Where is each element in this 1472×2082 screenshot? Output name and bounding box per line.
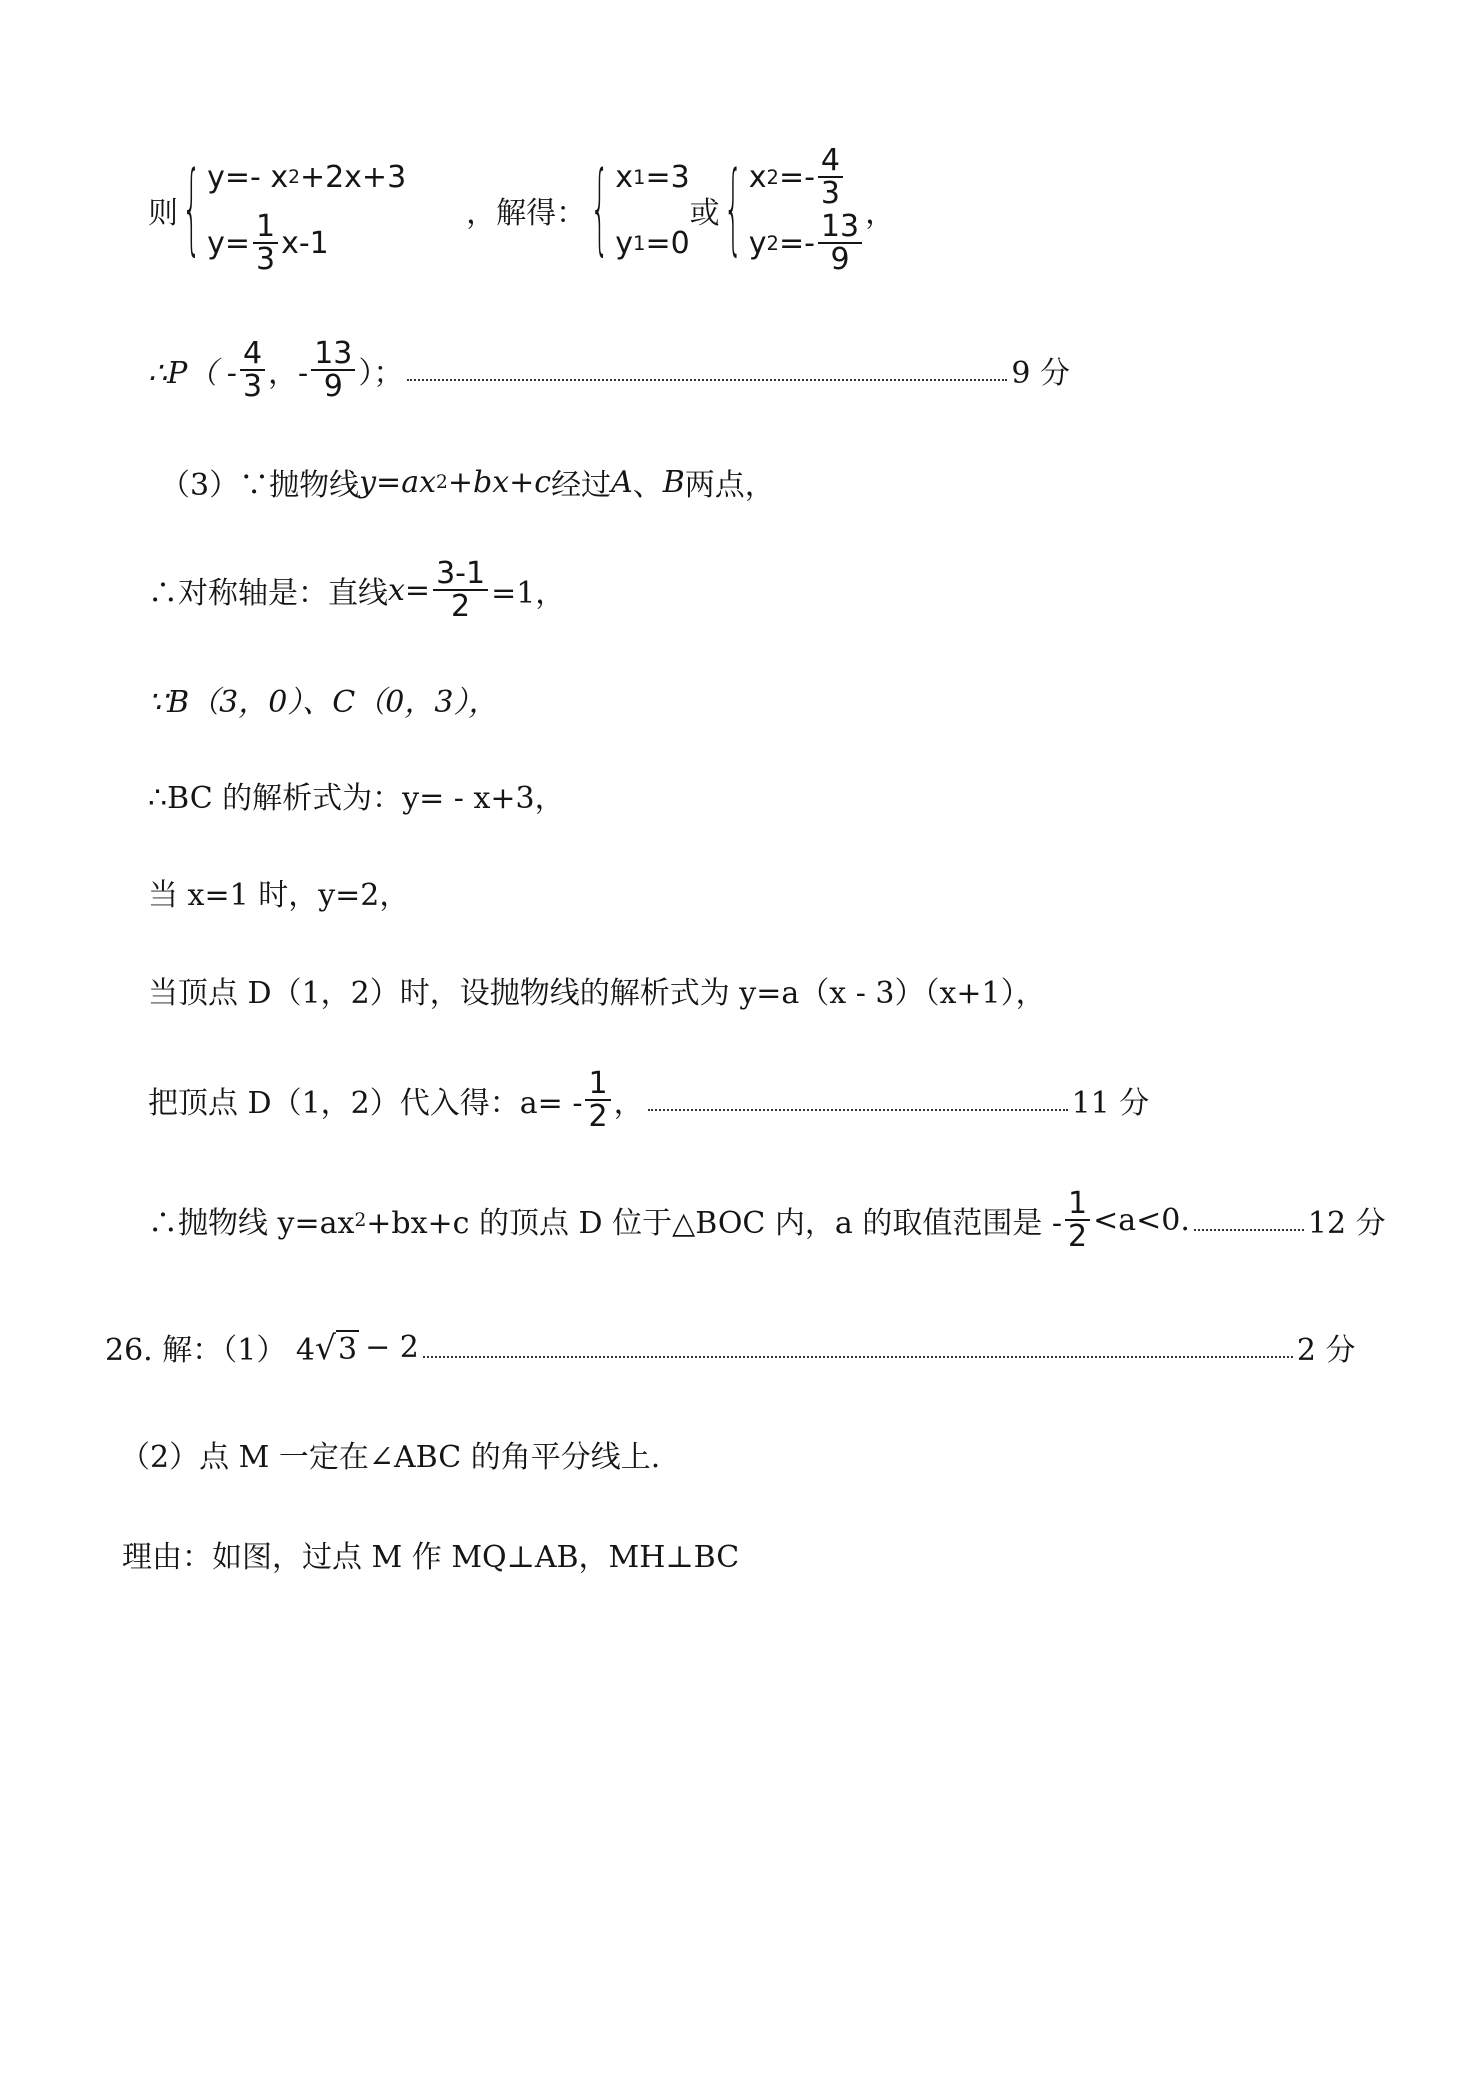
when-x-line: 当 x=1 时，y=2， <box>148 878 410 913</box>
dot-leader <box>423 1356 1293 1358</box>
system-equations <box>207 151 407 277</box>
ze-label: 则 <box>148 196 178 231</box>
solution-2: x 2 =- $\frac{4}{3}$ y 2 =- $\frac{13}{9}$ <box>749 151 865 269</box>
sqrt-symbol: √ 3 <box>314 1327 358 1367</box>
left-brace: { <box>182 152 202 268</box>
equation-system: 则 { y=- x 2 +2x+3 y= $\frac{1}{3}$ x-1 ，解得： { x 1 =3 y 1 =0 或 { x 2 =- $\frac{4}{3}$ y 2 =- $\frac{13}{9}$ ， <box>148 142 896 277</box>
substitute-line: 把顶点 D（1，2）代入得：a= - $\frac{1}{2}$ ， 11 分 <box>148 1065 1150 1134</box>
dot-leader <box>648 1109 1068 1111</box>
fraction-one-third: $\frac{1}{3}$ <box>253 211 278 276</box>
score-label: 12 分 <box>1307 1206 1386 1241</box>
solution-1: x 1 =3 y 1 =0 <box>615 159 690 261</box>
score-label: 2 分 <box>1296 1333 1356 1368</box>
solution-brace-2: { <box>723 152 743 268</box>
jiede-label: ，解得： <box>466 196 587 231</box>
huo-label: 或 <box>689 196 720 231</box>
dot-leader <box>407 379 1007 381</box>
equation-2: y= $\frac{1}{3}$ x-1 <box>207 208 329 277</box>
reason-line: 理由：如图，过点 M 作 MQ⊥AB，MH⊥BC <box>122 1540 740 1575</box>
vertex-line: 当顶点 D（1，2）时，设抛物线的解析式为 y=a（x - 3）（x+1）， <box>148 976 1046 1011</box>
range-line: ∴抛物线 y=ax 2 +bx+c 的顶点 D 位于△BOC 内，a 的取值范围是 - $\frac{1}{2}$ <a<0. 12 分 <box>148 1185 1386 1254</box>
p-coordinate-line: ∴P（ - $\frac{4}{3}$ ，- $\frac{13}{9}$ ）； 9 分 <box>148 335 1070 404</box>
dot-leader <box>1194 1229 1304 1231</box>
solution-brace-1: { <box>590 152 610 268</box>
symmetry-axis-line: ∴对称轴是：直线 x = $\frac{3-1}{2}$ =1， <box>148 555 566 624</box>
q26-part2: （2）点 M 一定在∠ABC 的角平分线上. <box>120 1440 661 1475</box>
bc-expression-line: ∴BC 的解析式为：y= - x+3， <box>148 781 565 816</box>
q26-part1: 26. 解：（1） 4 √ 3 − 2 2 分 <box>105 1322 1355 1372</box>
bc-points-line: ∵B（3，0）、C（0，3）， <box>148 685 499 720</box>
score-label: 11 分 <box>1071 1086 1150 1121</box>
equation-1: y=- x 2 +2x+3 <box>207 159 407 195</box>
score-label: 9 分 <box>1011 356 1070 391</box>
part3-intro: （3）∵抛物线 y = ax 2 + bx + c 经过 A 、 B 两点， <box>160 464 775 503</box>
